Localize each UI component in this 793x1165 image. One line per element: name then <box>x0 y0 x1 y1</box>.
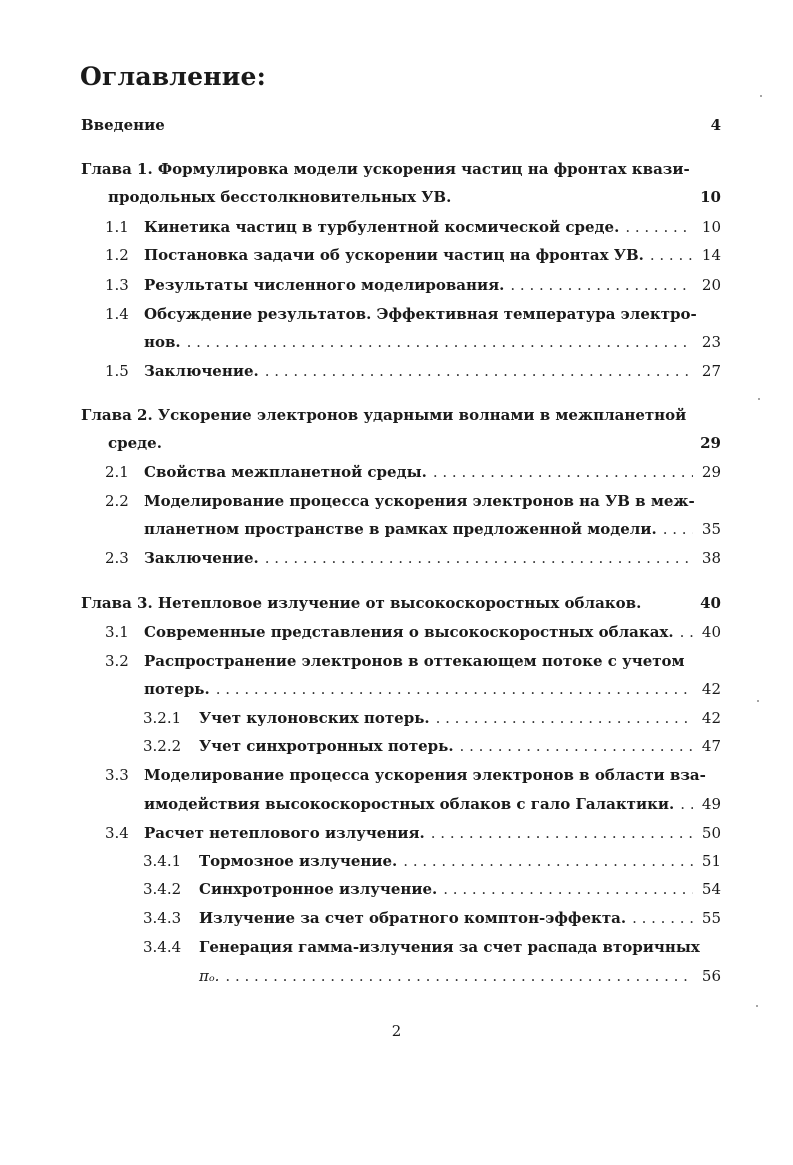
toc-page-number: 40 <box>701 623 721 641</box>
toc-page-number: 23 <box>701 333 721 351</box>
toc-subsection-title: Генерация гамма-излучения за счет распада вторичных <box>199 938 700 956</box>
toc-section-3-1[interactable] <box>144 623 721 641</box>
toc-page-number: 35 <box>701 520 721 538</box>
scan-speck <box>756 1005 758 1007</box>
toc-subsection-3-4-4-cont[interactable] <box>199 967 721 985</box>
toc-section-title: Заключение. <box>144 362 259 380</box>
toc-subsection-3-4-3[interactable] <box>199 909 721 927</box>
scan-speck <box>758 398 760 400</box>
toc-page-number: 42 <box>701 680 721 698</box>
toc-section-number: 3.2 <box>105 652 129 670</box>
toc-section-title-cont: имодействия высокоскоростных облаков с гало Галактики. <box>144 795 675 813</box>
toc-section-title: Результаты численного моделирования. <box>144 276 505 294</box>
toc-section-number: 1.5 <box>105 362 129 380</box>
page-title: Оглавление: <box>80 62 267 91</box>
toc-section-title: Свойства межпланетной среды. <box>144 463 427 481</box>
toc-section-1-4-cont[interactable] <box>144 333 721 351</box>
toc-chapter-2-cont[interactable] <box>108 434 721 452</box>
toc-chapter-title-cont: продольных бесстолкновительных УВ. <box>108 188 452 206</box>
toc-section-number: 3.1 <box>105 623 129 641</box>
toc-section-1-1[interactable] <box>144 218 721 236</box>
toc-section-number: 2.2 <box>105 492 129 510</box>
toc-subsection-3-2-1[interactable] <box>199 709 721 727</box>
toc-section-title-cont: нов. <box>144 333 181 351</box>
toc-page-number: 4 <box>710 116 721 134</box>
toc-subsection-title: Учет кулоновских потерь. <box>199 709 430 727</box>
toc-section-number: 1.2 <box>105 246 129 264</box>
dot-leader <box>632 909 693 927</box>
toc-chapter-2[interactable] <box>81 406 721 424</box>
dot-leader <box>431 824 693 842</box>
toc-page-number: 47 <box>701 737 721 755</box>
toc-page-number: 14 <box>701 246 721 264</box>
page-number: 2 <box>391 1022 402 1040</box>
toc-section-3-2[interactable] <box>144 652 721 670</box>
scan-speck <box>757 700 759 702</box>
toc-page-number: 29 <box>701 463 721 481</box>
toc-subsection-3-2-2[interactable] <box>199 737 721 755</box>
toc-page-number: 42 <box>701 709 721 727</box>
dot-leader <box>460 737 693 755</box>
toc-subsection-title: Учет синхротронных потерь. <box>199 737 454 755</box>
toc-section-number: 3.4 <box>105 824 129 842</box>
dot-leader <box>433 463 693 481</box>
toc-page-number: 51 <box>701 852 721 870</box>
toc-section-2-3[interactable] <box>144 549 721 567</box>
toc-page-number: 54 <box>701 880 721 898</box>
dot-leader <box>663 520 693 538</box>
toc-subsection-number: 3.4.1 <box>143 852 182 870</box>
toc-section-title-cont: потерь. <box>144 680 210 698</box>
dot-leader <box>225 967 693 985</box>
toc-subsection-number: 3.4.2 <box>143 880 182 898</box>
toc-subsection-number: 3.4.4 <box>143 938 182 956</box>
scan-speck <box>760 95 762 97</box>
toc-section-3-4[interactable] <box>144 824 721 842</box>
toc-section-number: 1.4 <box>105 305 129 323</box>
toc-chapter-1[interactable] <box>81 160 721 178</box>
toc-entry-intro[interactable] <box>81 116 721 134</box>
dot-leader <box>436 709 693 727</box>
toc-chapter-title-cont: среде. <box>108 434 162 452</box>
dot-leader <box>187 333 693 351</box>
dot-leader <box>265 362 693 380</box>
toc-subsection-3-4-1[interactable] <box>199 852 721 870</box>
toc-subsection-3-4-2[interactable] <box>199 880 721 898</box>
toc-section-title: Кинетика частиц в турбулентной космической среде. <box>144 218 620 236</box>
dot-leader <box>650 246 693 264</box>
toc-subsection-title: Тормозное излучение. <box>199 852 398 870</box>
toc-section-title-cont: планетном пространстве в рамках предложенной модели. <box>144 520 657 538</box>
toc-subsection-3-4-4[interactable] <box>199 938 721 956</box>
toc-page-number: 40 <box>700 594 721 612</box>
toc-section-1-3[interactable] <box>144 276 721 294</box>
toc-section-3-3[interactable] <box>144 766 721 784</box>
toc-chapter-1-cont[interactable] <box>108 188 721 206</box>
toc-section-title: Современные представления о высокоскоростных облаках. <box>144 623 674 641</box>
toc-subsection-title-cont: πₒ. <box>199 967 220 985</box>
toc-page-number: 27 <box>701 362 721 380</box>
dot-leader <box>625 218 693 236</box>
toc-section-title: Постановка задачи об ускорении частиц на фронтах УВ. <box>144 246 644 264</box>
dot-leader <box>265 549 693 567</box>
toc-page-number: 29 <box>700 434 721 452</box>
toc-section-number: 3.3 <box>105 766 129 784</box>
toc-page-number: 10 <box>701 218 721 236</box>
toc-section-title: Расчет нетеплового излучения. <box>144 824 425 842</box>
dot-leader <box>216 680 693 698</box>
toc-section-1-4[interactable] <box>144 305 721 323</box>
toc-chapter-title: Глава 3. Нетепловое излучение от высокоскоростных облаков. <box>81 594 642 612</box>
toc-section-number: 1.1 <box>105 218 129 236</box>
toc-section-2-2-cont[interactable] <box>144 520 721 538</box>
toc-page-number: 50 <box>701 824 721 842</box>
toc-section-2-2[interactable] <box>144 492 721 510</box>
dot-leader <box>443 880 693 898</box>
toc-section-title: Распространение электронов в оттекающем потоке с учетом <box>144 652 685 670</box>
toc-page-number: 49 <box>701 795 721 813</box>
toc-entry-label: Введение <box>81 116 165 134</box>
toc-page-number: 10 <box>700 188 721 206</box>
toc-page-number: 38 <box>701 549 721 567</box>
dot-leader <box>403 852 693 870</box>
toc-chapter-title: Глава 1. Формулировка модели ускорения частиц на фронтах квази- <box>81 160 690 178</box>
toc-section-1-2[interactable] <box>144 246 721 264</box>
toc-section-3-3-cont[interactable] <box>144 795 721 813</box>
toc-chapter-3[interactable] <box>81 594 721 612</box>
toc-section-title: Заключение. <box>144 549 259 567</box>
toc-section-title: Моделирование процесса ускорения электронов на УВ в меж- <box>144 492 695 510</box>
toc-section-1-5[interactable] <box>144 362 721 380</box>
toc-subsection-number: 3.2.1 <box>143 709 182 727</box>
toc-subsection-number: 3.2.2 <box>143 737 182 755</box>
toc-section-title: Обсуждение результатов. Эффективная температура электро- <box>144 305 697 323</box>
toc-chapter-title: Глава 2. Ускорение электронов ударными волнами в межпланетной <box>81 406 687 424</box>
toc-page-number: 20 <box>701 276 721 294</box>
toc-page-number: 56 <box>701 967 721 985</box>
toc-section-title: Моделирование процесса ускорения электронов в области вза- <box>144 766 706 784</box>
dot-leader <box>680 795 693 813</box>
toc-subsection-title: Синхротронное излучение. <box>199 880 438 898</box>
dot-leader <box>510 276 693 294</box>
toc-subsection-number: 3.4.3 <box>143 909 182 927</box>
toc-section-number: 2.1 <box>105 463 129 481</box>
toc-subsection-title: Излучение за счет обратного комптон-эффекта. <box>199 909 627 927</box>
toc-section-2-1[interactable] <box>144 463 721 481</box>
dot-leader <box>680 623 693 641</box>
toc-section-3-2-cont[interactable] <box>144 680 721 698</box>
toc-section-number: 2.3 <box>105 549 129 567</box>
toc-page-number: 55 <box>701 909 721 927</box>
toc-section-number: 1.3 <box>105 276 129 294</box>
